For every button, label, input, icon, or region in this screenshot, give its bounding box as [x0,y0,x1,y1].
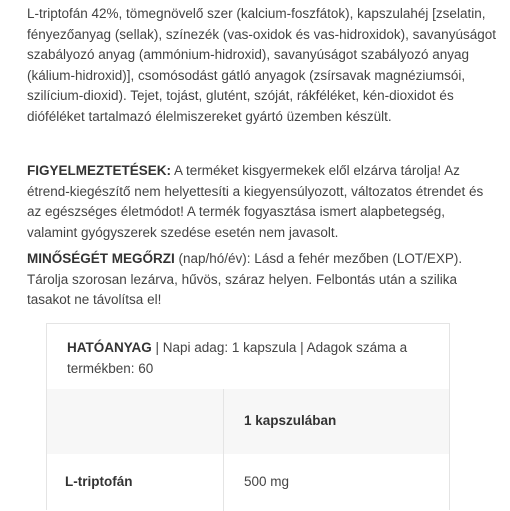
ingredient-name: L-triptofán [65,474,133,490]
dosage-info: | Napi adag: 1 kapszula | Adagok száma a termékben: 60 [67,340,408,376]
best-before-label: MINŐSÉGÉT MEGŐRZI [27,251,175,266]
table-column-header-row [47,389,449,455]
ingredient-amount: 500 mg [244,474,290,490]
active-ingredient-label: HATÓANYAG [67,340,152,355]
warning-label: FIGYELMEZTETÉSEK: [27,163,172,178]
active-ingredient-table [46,323,450,510]
table-header-text [67,338,427,379]
warning-paragraph [27,161,497,243]
column-divider [223,389,224,454]
ingredients-paragraph: L-triptofán 42%, tömegnövelő szer (kalcium-foszfátok), kapszulahéj [zselatin, fényezőanyag (sellak), színezék (vas-oxidok és vas-hidroxidok), savanyúságot szabályozó anyag (ammónium-hidroxid), savanyúságot szabályozó anyag (kálium-hidroxid)], csomósodást gátló anyagok (zsírsavak magnéziumsói, szilícium-dioxid). Tejet, tojást, glutént, szóját, rákféléket, kén-dioxidot és dióféléket tartalmazó élelmiszereket gyártó üzemben készült. [27,6,496,124]
warning-text: A terméket kisgyermekek elől elzárva tárolja! Az étrend-kiegészítő nem helyettesíti a kiegyensúlyozott, változatos étrendet és az egészséges életmódot! A termék fogyasztása ismert alapbetegség, valamint gyógyszerek szedése esetén nem javasolt. [27,163,484,240]
column-divider [223,454,224,511]
table-header-row [47,324,449,390]
best-before-paragraph [27,249,497,311]
table-row [47,454,449,511]
best-before-text: (nap/hó/év): Lásd a fehér mezőben (LOT/EXP). Tárolja szorosan lezárva, hűvös, száraz helyen. Felbontás után a szilika tasakot ne távolítsa el! [27,251,463,307]
column-header-per-capsule: 1 kapszulában [244,413,337,429]
